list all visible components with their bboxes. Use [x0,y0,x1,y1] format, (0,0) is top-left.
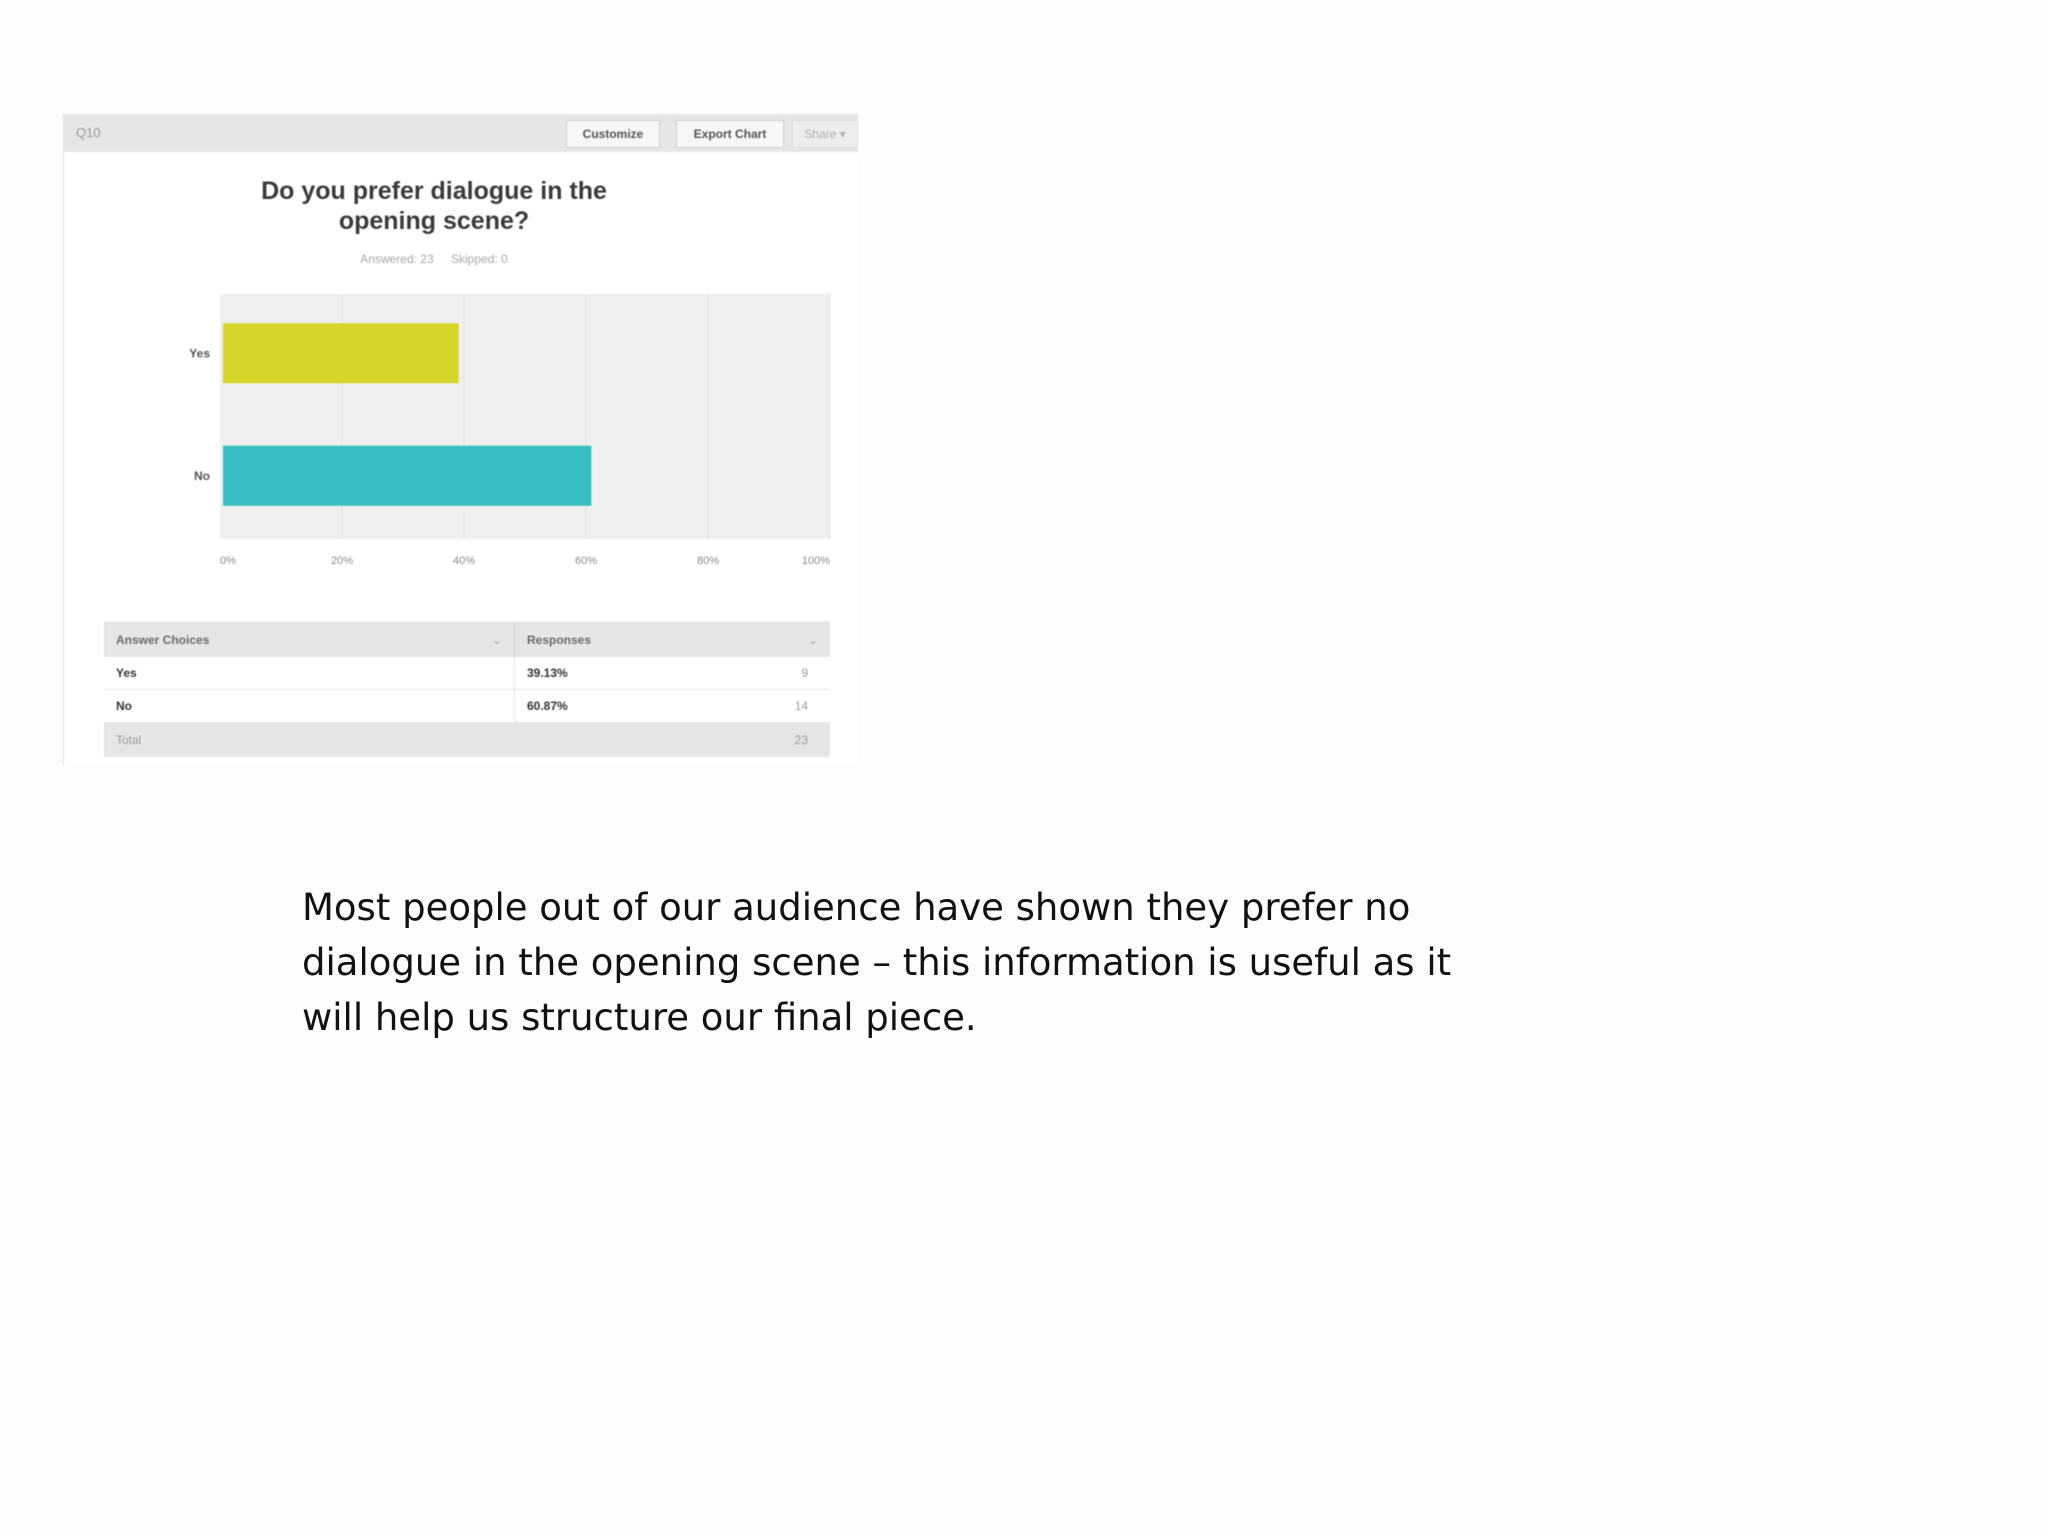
bar-no [223,446,591,506]
x-tick-label: 20% [330,555,354,567]
customize-button[interactable]: Customize [566,120,660,148]
percent-cell: 39.13% [515,657,698,690]
export-chart-button[interactable]: Export Chart [676,120,784,148]
total-count: 23 [697,723,830,758]
caption-text: Most people out of our audience have shown they prefer no dialogue in the opening scene – this information is useful as it will help us structure our final piece. [302,886,1452,1039]
table-header-row [104,623,830,658]
skipped-count: Skipped: 0 [451,252,508,266]
sort-arrow-icon: ⌄ [807,633,818,647]
count-cell: 14 [697,690,830,723]
bar-chart [64,114,858,614]
y-category-label: Yes [189,346,210,361]
answer-choices-header[interactable] [104,623,515,658]
share-button[interactable]: Share ▾ [792,120,858,148]
x-tick-label: 0% [220,555,236,567]
x-tick-label: 80% [696,555,720,567]
count-cell: 9 [697,657,830,690]
answer-choices-header-label: Answer Choices [116,633,210,647]
total-label: Total [104,723,515,758]
percent-cell: 60.87% [515,690,698,723]
survey-results-panel [63,114,858,766]
table-row [104,690,830,723]
y-category-label: No [194,468,210,483]
choice-cell: No [104,690,515,723]
answered-count: Answered: 23 [360,252,434,266]
x-tick-label: 100% [801,555,830,567]
bar-yes [223,323,459,383]
question-id: Q10 [76,125,101,140]
chart-title: Do you prefer dialogue in the opening scene? [261,177,607,235]
x-tick-label: 40% [452,555,476,567]
responses-table [104,622,830,757]
responses-header[interactable] [515,623,831,658]
table-row [104,657,830,690]
choice-cell: Yes [104,657,515,690]
responses-header-label: Responses [527,633,592,647]
sort-arrow-icon: ⌄ [491,633,502,647]
x-tick-label: 60% [574,555,598,567]
total-row [104,723,830,758]
